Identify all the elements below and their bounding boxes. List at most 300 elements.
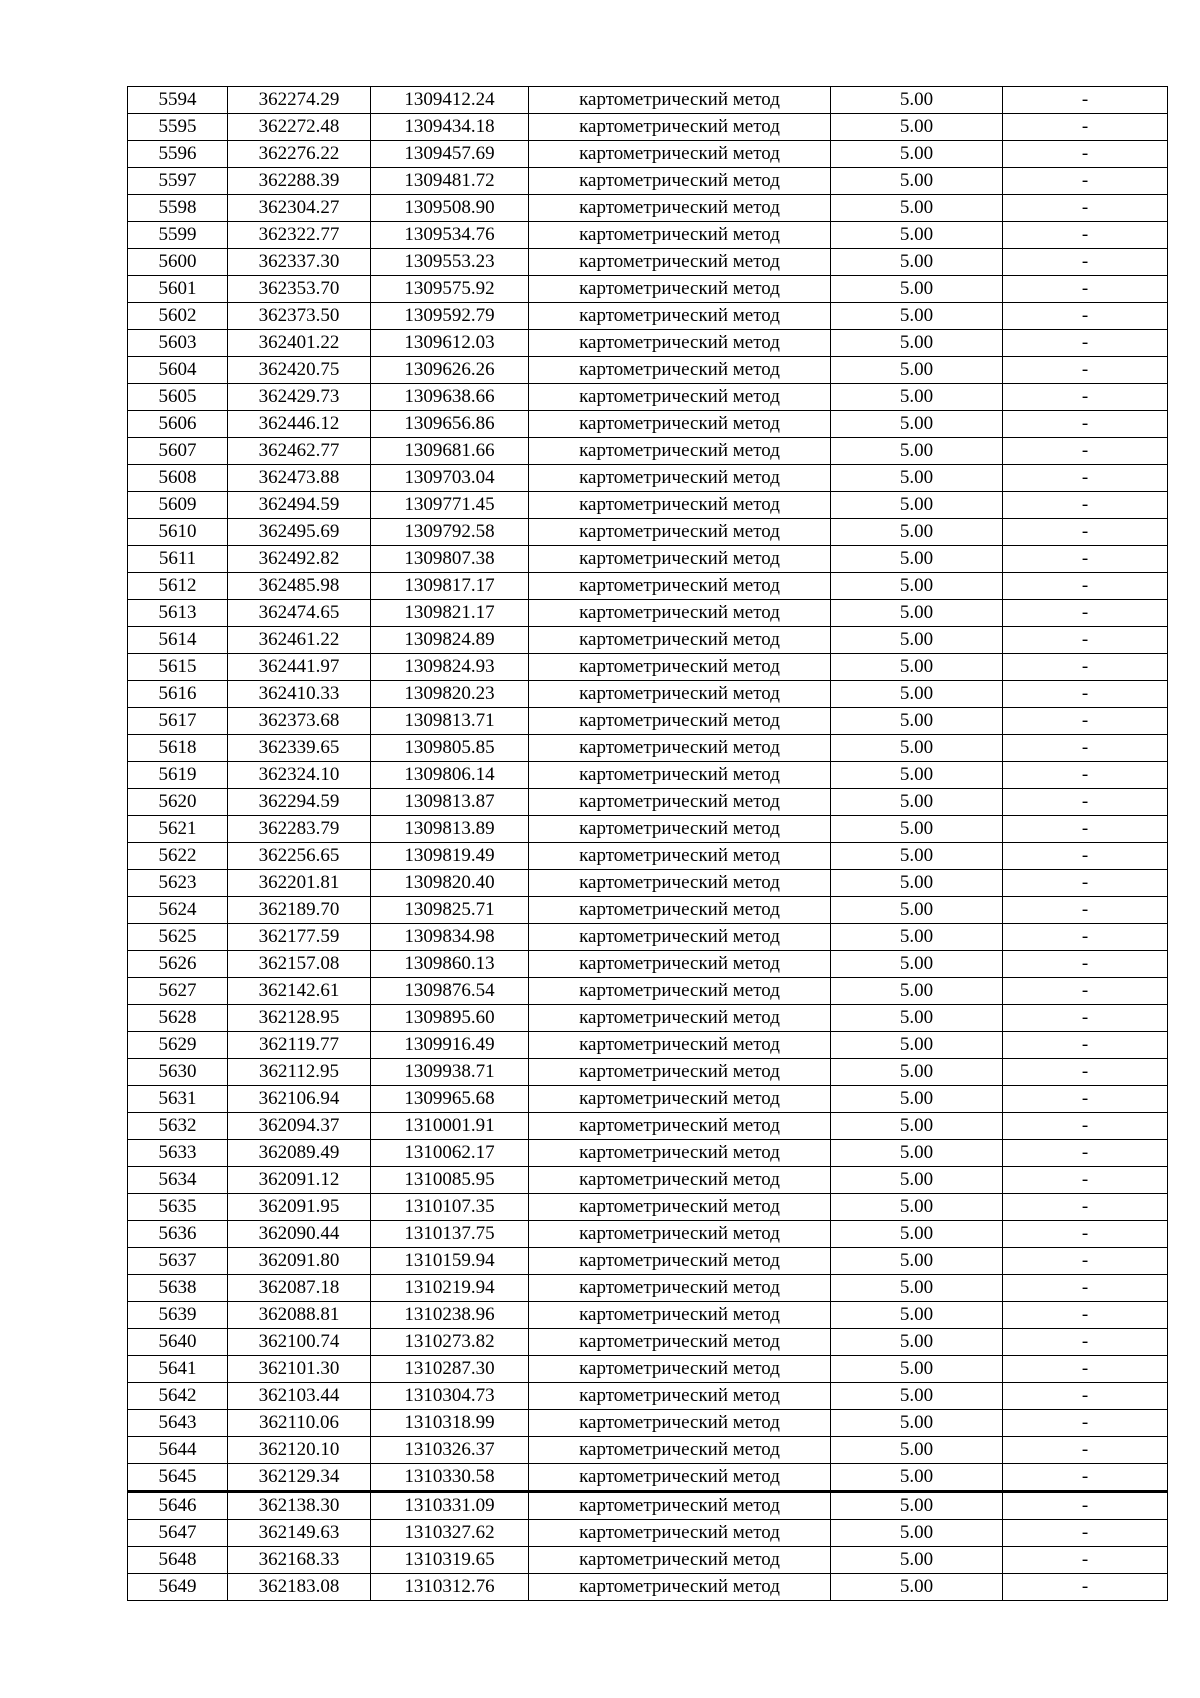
x-coordinate-cell: 362129.34 xyxy=(228,1464,371,1492)
note-cell: - xyxy=(1003,114,1168,141)
point-number-cell: 5616 xyxy=(128,681,228,708)
point-number-cell: 5611 xyxy=(128,546,228,573)
table-row xyxy=(128,1329,1168,1356)
y-coordinate-cell: 1309813.89 xyxy=(371,816,529,843)
x-coordinate-cell: 362128.95 xyxy=(228,1005,371,1032)
table-row xyxy=(128,681,1168,708)
point-number-cell: 5636 xyxy=(128,1221,228,1248)
note-cell: - xyxy=(1003,519,1168,546)
method-cell: картометрический метод xyxy=(529,600,831,627)
note-cell: - xyxy=(1003,1520,1168,1547)
table-row xyxy=(128,492,1168,519)
accuracy-cell: 5.00 xyxy=(831,1520,1003,1547)
accuracy-cell: 5.00 xyxy=(831,1302,1003,1329)
method-cell: картометрический метод xyxy=(529,330,831,357)
method-cell: картометрический метод xyxy=(529,951,831,978)
table-row xyxy=(128,789,1168,816)
method-cell: картометрический метод xyxy=(529,1005,831,1032)
x-coordinate-cell: 362420.75 xyxy=(228,357,371,384)
point-number-cell: 5603 xyxy=(128,330,228,357)
x-coordinate-cell: 362276.22 xyxy=(228,141,371,168)
x-coordinate-cell: 362091.80 xyxy=(228,1248,371,1275)
x-coordinate-cell: 362142.61 xyxy=(228,978,371,1005)
accuracy-cell: 5.00 xyxy=(831,897,1003,924)
y-coordinate-cell: 1309813.87 xyxy=(371,789,529,816)
x-coordinate-cell: 362189.70 xyxy=(228,897,371,924)
point-number-cell: 5638 xyxy=(128,1275,228,1302)
note-cell: - xyxy=(1003,1086,1168,1113)
method-cell: картометрический метод xyxy=(529,816,831,843)
table-row xyxy=(128,1464,1168,1492)
accuracy-cell: 5.00 xyxy=(831,1464,1003,1492)
table-row xyxy=(128,1113,1168,1140)
table-row xyxy=(128,1520,1168,1547)
point-number-cell: 5648 xyxy=(128,1547,228,1574)
method-cell: картометрический метод xyxy=(529,114,831,141)
point-number-cell: 5627 xyxy=(128,978,228,1005)
note-cell: - xyxy=(1003,816,1168,843)
note-cell: - xyxy=(1003,1248,1168,1275)
method-cell: картометрический метод xyxy=(529,222,831,249)
accuracy-cell: 5.00 xyxy=(831,1410,1003,1437)
note-cell: - xyxy=(1003,1221,1168,1248)
note-cell: - xyxy=(1003,762,1168,789)
accuracy-cell: 5.00 xyxy=(831,1032,1003,1059)
y-coordinate-cell: 1309965.68 xyxy=(371,1086,529,1113)
accuracy-cell: 5.00 xyxy=(831,654,1003,681)
note-cell: - xyxy=(1003,492,1168,519)
method-cell: картометрический метод xyxy=(529,276,831,303)
accuracy-cell: 5.00 xyxy=(831,1547,1003,1574)
y-coordinate-cell: 1309806.14 xyxy=(371,762,529,789)
x-coordinate-cell: 362492.82 xyxy=(228,546,371,573)
table-body xyxy=(128,87,1168,1601)
accuracy-cell: 5.00 xyxy=(831,249,1003,276)
point-number-cell: 5626 xyxy=(128,951,228,978)
point-number-cell: 5614 xyxy=(128,627,228,654)
point-number-cell: 5622 xyxy=(128,843,228,870)
note-cell: - xyxy=(1003,870,1168,897)
accuracy-cell: 5.00 xyxy=(831,789,1003,816)
method-cell: картометрический метод xyxy=(529,735,831,762)
method-cell: картометрический метод xyxy=(529,1167,831,1194)
accuracy-cell: 5.00 xyxy=(831,870,1003,897)
table-row xyxy=(128,1086,1168,1113)
x-coordinate-cell: 362120.10 xyxy=(228,1437,371,1464)
note-cell: - xyxy=(1003,357,1168,384)
point-number-cell: 5630 xyxy=(128,1059,228,1086)
y-coordinate-cell: 1309938.71 xyxy=(371,1059,529,1086)
x-coordinate-cell: 362474.65 xyxy=(228,600,371,627)
note-cell: - xyxy=(1003,1574,1168,1601)
y-coordinate-cell: 1310312.76 xyxy=(371,1574,529,1601)
accuracy-cell: 5.00 xyxy=(831,573,1003,600)
table-row xyxy=(128,249,1168,276)
y-coordinate-cell: 1310107.35 xyxy=(371,1194,529,1221)
accuracy-cell: 5.00 xyxy=(831,384,1003,411)
method-cell: картометрический метод xyxy=(529,1221,831,1248)
method-cell: картометрический метод xyxy=(529,762,831,789)
x-coordinate-cell: 362322.77 xyxy=(228,222,371,249)
point-number-cell: 5599 xyxy=(128,222,228,249)
method-cell: картометрический метод xyxy=(529,1383,831,1410)
y-coordinate-cell: 1309626.26 xyxy=(371,357,529,384)
accuracy-cell: 5.00 xyxy=(831,1221,1003,1248)
table-row xyxy=(128,195,1168,222)
note-cell: - xyxy=(1003,924,1168,951)
table-row xyxy=(128,438,1168,465)
x-coordinate-cell: 362183.08 xyxy=(228,1574,371,1601)
point-number-cell: 5617 xyxy=(128,708,228,735)
table-row xyxy=(128,222,1168,249)
accuracy-cell: 5.00 xyxy=(831,843,1003,870)
y-coordinate-cell: 1309534.76 xyxy=(371,222,529,249)
method-cell: картометрический метод xyxy=(529,654,831,681)
y-coordinate-cell: 1309612.03 xyxy=(371,330,529,357)
table-row xyxy=(128,573,1168,600)
note-cell: - xyxy=(1003,1547,1168,1574)
x-coordinate-cell: 362091.95 xyxy=(228,1194,371,1221)
point-number-cell: 5649 xyxy=(128,1574,228,1601)
table-row xyxy=(128,1275,1168,1302)
table-row xyxy=(128,1574,1168,1601)
point-number-cell: 5612 xyxy=(128,573,228,600)
point-number-cell: 5605 xyxy=(128,384,228,411)
accuracy-cell: 5.00 xyxy=(831,1275,1003,1302)
table-row xyxy=(128,951,1168,978)
method-cell: картометрический метод xyxy=(529,465,831,492)
table-row xyxy=(128,1248,1168,1275)
point-number-cell: 5633 xyxy=(128,1140,228,1167)
x-coordinate-cell: 362495.69 xyxy=(228,519,371,546)
x-coordinate-cell: 362201.81 xyxy=(228,870,371,897)
coordinates-table xyxy=(127,86,1168,1601)
y-coordinate-cell: 1309805.85 xyxy=(371,735,529,762)
table-row xyxy=(128,1194,1168,1221)
point-number-cell: 5623 xyxy=(128,870,228,897)
note-cell: - xyxy=(1003,303,1168,330)
accuracy-cell: 5.00 xyxy=(831,816,1003,843)
method-cell: картометрический метод xyxy=(529,384,831,411)
y-coordinate-cell: 1309553.23 xyxy=(371,249,529,276)
table-row xyxy=(128,1383,1168,1410)
x-coordinate-cell: 362100.74 xyxy=(228,1329,371,1356)
y-coordinate-cell: 1309681.66 xyxy=(371,438,529,465)
method-cell: картометрический метод xyxy=(529,195,831,222)
note-cell: - xyxy=(1003,195,1168,222)
method-cell: картометрический метод xyxy=(529,1356,831,1383)
accuracy-cell: 5.00 xyxy=(831,708,1003,735)
x-coordinate-cell: 362283.79 xyxy=(228,816,371,843)
accuracy-cell: 5.00 xyxy=(831,1140,1003,1167)
note-cell: - xyxy=(1003,1059,1168,1086)
table-row xyxy=(128,384,1168,411)
x-coordinate-cell: 362157.08 xyxy=(228,951,371,978)
table-row xyxy=(128,897,1168,924)
point-number-cell: 5624 xyxy=(128,897,228,924)
accuracy-cell: 5.00 xyxy=(831,627,1003,654)
x-coordinate-cell: 362091.12 xyxy=(228,1167,371,1194)
x-coordinate-cell: 362149.63 xyxy=(228,1520,371,1547)
accuracy-cell: 5.00 xyxy=(831,1356,1003,1383)
x-coordinate-cell: 362373.68 xyxy=(228,708,371,735)
table-row xyxy=(128,411,1168,438)
table-row xyxy=(128,1302,1168,1329)
x-coordinate-cell: 362138.30 xyxy=(228,1492,371,1520)
x-coordinate-cell: 362089.49 xyxy=(228,1140,371,1167)
point-number-cell: 5639 xyxy=(128,1302,228,1329)
method-cell: картометрический метод xyxy=(529,789,831,816)
accuracy-cell: 5.00 xyxy=(831,1574,1003,1601)
accuracy-cell: 5.00 xyxy=(831,1167,1003,1194)
method-cell: картометрический метод xyxy=(529,87,831,114)
table-row xyxy=(128,114,1168,141)
accuracy-cell: 5.00 xyxy=(831,411,1003,438)
x-coordinate-cell: 362168.33 xyxy=(228,1547,371,1574)
point-number-cell: 5604 xyxy=(128,357,228,384)
note-cell: - xyxy=(1003,384,1168,411)
table-row xyxy=(128,654,1168,681)
x-coordinate-cell: 362446.12 xyxy=(228,411,371,438)
accuracy-cell: 5.00 xyxy=(831,330,1003,357)
method-cell: картометрический метод xyxy=(529,1032,831,1059)
method-cell: картометрический метод xyxy=(529,141,831,168)
x-coordinate-cell: 362090.44 xyxy=(228,1221,371,1248)
x-coordinate-cell: 362119.77 xyxy=(228,1032,371,1059)
point-number-cell: 5647 xyxy=(128,1520,228,1547)
point-number-cell: 5646 xyxy=(128,1492,228,1520)
method-cell: картометрический метод xyxy=(529,627,831,654)
y-coordinate-cell: 1309508.90 xyxy=(371,195,529,222)
note-cell: - xyxy=(1003,573,1168,600)
accuracy-cell: 5.00 xyxy=(831,141,1003,168)
method-cell: картометрический метод xyxy=(529,1437,831,1464)
note-cell: - xyxy=(1003,546,1168,573)
point-number-cell: 5596 xyxy=(128,141,228,168)
note-cell: - xyxy=(1003,951,1168,978)
table-row xyxy=(128,1059,1168,1086)
method-cell: картометрический метод xyxy=(529,1520,831,1547)
y-coordinate-cell: 1310062.17 xyxy=(371,1140,529,1167)
y-coordinate-cell: 1310001.91 xyxy=(371,1113,529,1140)
note-cell: - xyxy=(1003,1032,1168,1059)
note-cell: - xyxy=(1003,1140,1168,1167)
method-cell: картометрический метод xyxy=(529,897,831,924)
point-number-cell: 5640 xyxy=(128,1329,228,1356)
y-coordinate-cell: 1309434.18 xyxy=(371,114,529,141)
y-coordinate-cell: 1309792.58 xyxy=(371,519,529,546)
point-number-cell: 5600 xyxy=(128,249,228,276)
table-row xyxy=(128,735,1168,762)
point-number-cell: 5598 xyxy=(128,195,228,222)
accuracy-cell: 5.00 xyxy=(831,1086,1003,1113)
table-row xyxy=(128,924,1168,951)
point-number-cell: 5609 xyxy=(128,492,228,519)
accuracy-cell: 5.00 xyxy=(831,924,1003,951)
y-coordinate-cell: 1309813.71 xyxy=(371,708,529,735)
x-coordinate-cell: 362088.81 xyxy=(228,1302,371,1329)
point-number-cell: 5629 xyxy=(128,1032,228,1059)
table-row xyxy=(128,978,1168,1005)
x-coordinate-cell: 362256.65 xyxy=(228,843,371,870)
point-number-cell: 5643 xyxy=(128,1410,228,1437)
accuracy-cell: 5.00 xyxy=(831,1329,1003,1356)
point-number-cell: 5620 xyxy=(128,789,228,816)
note-cell: - xyxy=(1003,1329,1168,1356)
table-row xyxy=(128,1492,1168,1520)
y-coordinate-cell: 1310137.75 xyxy=(371,1221,529,1248)
method-cell: картометрический метод xyxy=(529,1410,831,1437)
method-cell: картометрический метод xyxy=(529,978,831,1005)
accuracy-cell: 5.00 xyxy=(831,600,1003,627)
y-coordinate-cell: 1310085.95 xyxy=(371,1167,529,1194)
note-cell: - xyxy=(1003,1437,1168,1464)
method-cell: картометрический метод xyxy=(529,1113,831,1140)
table-row xyxy=(128,1005,1168,1032)
note-cell: - xyxy=(1003,1275,1168,1302)
note-cell: - xyxy=(1003,789,1168,816)
note-cell: - xyxy=(1003,222,1168,249)
table-row xyxy=(128,762,1168,789)
table-row xyxy=(128,843,1168,870)
accuracy-cell: 5.00 xyxy=(831,951,1003,978)
table-row xyxy=(128,600,1168,627)
point-number-cell: 5597 xyxy=(128,168,228,195)
note-cell: - xyxy=(1003,1194,1168,1221)
x-coordinate-cell: 362324.10 xyxy=(228,762,371,789)
note-cell: - xyxy=(1003,708,1168,735)
y-coordinate-cell: 1310304.73 xyxy=(371,1383,529,1410)
y-coordinate-cell: 1309876.54 xyxy=(371,978,529,1005)
accuracy-cell: 5.00 xyxy=(831,762,1003,789)
y-coordinate-cell: 1310327.62 xyxy=(371,1520,529,1547)
note-cell: - xyxy=(1003,1356,1168,1383)
table-row xyxy=(128,1356,1168,1383)
method-cell: картометрический метод xyxy=(529,1140,831,1167)
y-coordinate-cell: 1309817.17 xyxy=(371,573,529,600)
x-coordinate-cell: 362441.97 xyxy=(228,654,371,681)
point-number-cell: 5621 xyxy=(128,816,228,843)
y-coordinate-cell: 1310287.30 xyxy=(371,1356,529,1383)
point-number-cell: 5618 xyxy=(128,735,228,762)
point-number-cell: 5607 xyxy=(128,438,228,465)
table-row xyxy=(128,303,1168,330)
method-cell: картометрический метод xyxy=(529,1194,831,1221)
table-row xyxy=(128,1437,1168,1464)
table-row xyxy=(128,1410,1168,1437)
x-coordinate-cell: 362337.30 xyxy=(228,249,371,276)
accuracy-cell: 5.00 xyxy=(831,1248,1003,1275)
accuracy-cell: 5.00 xyxy=(831,195,1003,222)
x-coordinate-cell: 362103.44 xyxy=(228,1383,371,1410)
note-cell: - xyxy=(1003,411,1168,438)
y-coordinate-cell: 1309457.69 xyxy=(371,141,529,168)
note-cell: - xyxy=(1003,1464,1168,1492)
method-cell: картометрический метод xyxy=(529,546,831,573)
x-coordinate-cell: 362462.77 xyxy=(228,438,371,465)
method-cell: картометрический метод xyxy=(529,1248,831,1275)
method-cell: картометрический метод xyxy=(529,1302,831,1329)
y-coordinate-cell: 1309638.66 xyxy=(371,384,529,411)
y-coordinate-cell: 1309703.04 xyxy=(371,465,529,492)
point-number-cell: 5608 xyxy=(128,465,228,492)
method-cell: картометрический метод xyxy=(529,1329,831,1356)
x-coordinate-cell: 362353.70 xyxy=(228,276,371,303)
x-coordinate-cell: 362339.65 xyxy=(228,735,371,762)
note-cell: - xyxy=(1003,654,1168,681)
table-row xyxy=(128,1167,1168,1194)
accuracy-cell: 5.00 xyxy=(831,303,1003,330)
y-coordinate-cell: 1310273.82 xyxy=(371,1329,529,1356)
method-cell: картометрический метод xyxy=(529,1547,831,1574)
table-row xyxy=(128,276,1168,303)
y-coordinate-cell: 1309820.23 xyxy=(371,681,529,708)
point-number-cell: 5615 xyxy=(128,654,228,681)
y-coordinate-cell: 1309412.24 xyxy=(371,87,529,114)
note-cell: - xyxy=(1003,681,1168,708)
y-coordinate-cell: 1309824.93 xyxy=(371,654,529,681)
point-number-cell: 5594 xyxy=(128,87,228,114)
x-coordinate-cell: 362294.59 xyxy=(228,789,371,816)
point-number-cell: 5645 xyxy=(128,1464,228,1492)
y-coordinate-cell: 1309819.49 xyxy=(371,843,529,870)
y-coordinate-cell: 1309807.38 xyxy=(371,546,529,573)
method-cell: картометрический метод xyxy=(529,492,831,519)
table-row xyxy=(128,627,1168,654)
accuracy-cell: 5.00 xyxy=(831,276,1003,303)
accuracy-cell: 5.00 xyxy=(831,1437,1003,1464)
accuracy-cell: 5.00 xyxy=(831,1194,1003,1221)
note-cell: - xyxy=(1003,1005,1168,1032)
x-coordinate-cell: 362106.94 xyxy=(228,1086,371,1113)
accuracy-cell: 5.00 xyxy=(831,546,1003,573)
method-cell: картометрический метод xyxy=(529,249,831,276)
note-cell: - xyxy=(1003,627,1168,654)
point-number-cell: 5632 xyxy=(128,1113,228,1140)
point-number-cell: 5631 xyxy=(128,1086,228,1113)
note-cell: - xyxy=(1003,735,1168,762)
method-cell: картометрический метод xyxy=(529,924,831,951)
x-coordinate-cell: 362304.27 xyxy=(228,195,371,222)
method-cell: картометрический метод xyxy=(529,1086,831,1113)
x-coordinate-cell: 362110.06 xyxy=(228,1410,371,1437)
table-row xyxy=(128,546,1168,573)
note-cell: - xyxy=(1003,1113,1168,1140)
accuracy-cell: 5.00 xyxy=(831,1492,1003,1520)
note-cell: - xyxy=(1003,141,1168,168)
note-cell: - xyxy=(1003,330,1168,357)
y-coordinate-cell: 1309824.89 xyxy=(371,627,529,654)
note-cell: - xyxy=(1003,168,1168,195)
note-cell: - xyxy=(1003,438,1168,465)
y-coordinate-cell: 1310319.65 xyxy=(371,1547,529,1574)
point-number-cell: 5641 xyxy=(128,1356,228,1383)
method-cell: картометрический метод xyxy=(529,843,831,870)
y-coordinate-cell: 1310159.94 xyxy=(371,1248,529,1275)
method-cell: картометрический метод xyxy=(529,411,831,438)
note-cell: - xyxy=(1003,1167,1168,1194)
method-cell: картометрический метод xyxy=(529,1059,831,1086)
point-number-cell: 5634 xyxy=(128,1167,228,1194)
accuracy-cell: 5.00 xyxy=(831,168,1003,195)
table-row xyxy=(128,357,1168,384)
accuracy-cell: 5.00 xyxy=(831,1113,1003,1140)
y-coordinate-cell: 1309656.86 xyxy=(371,411,529,438)
method-cell: картометрический метод xyxy=(529,303,831,330)
table-row xyxy=(128,870,1168,897)
y-coordinate-cell: 1310318.99 xyxy=(371,1410,529,1437)
x-coordinate-cell: 362087.18 xyxy=(228,1275,371,1302)
